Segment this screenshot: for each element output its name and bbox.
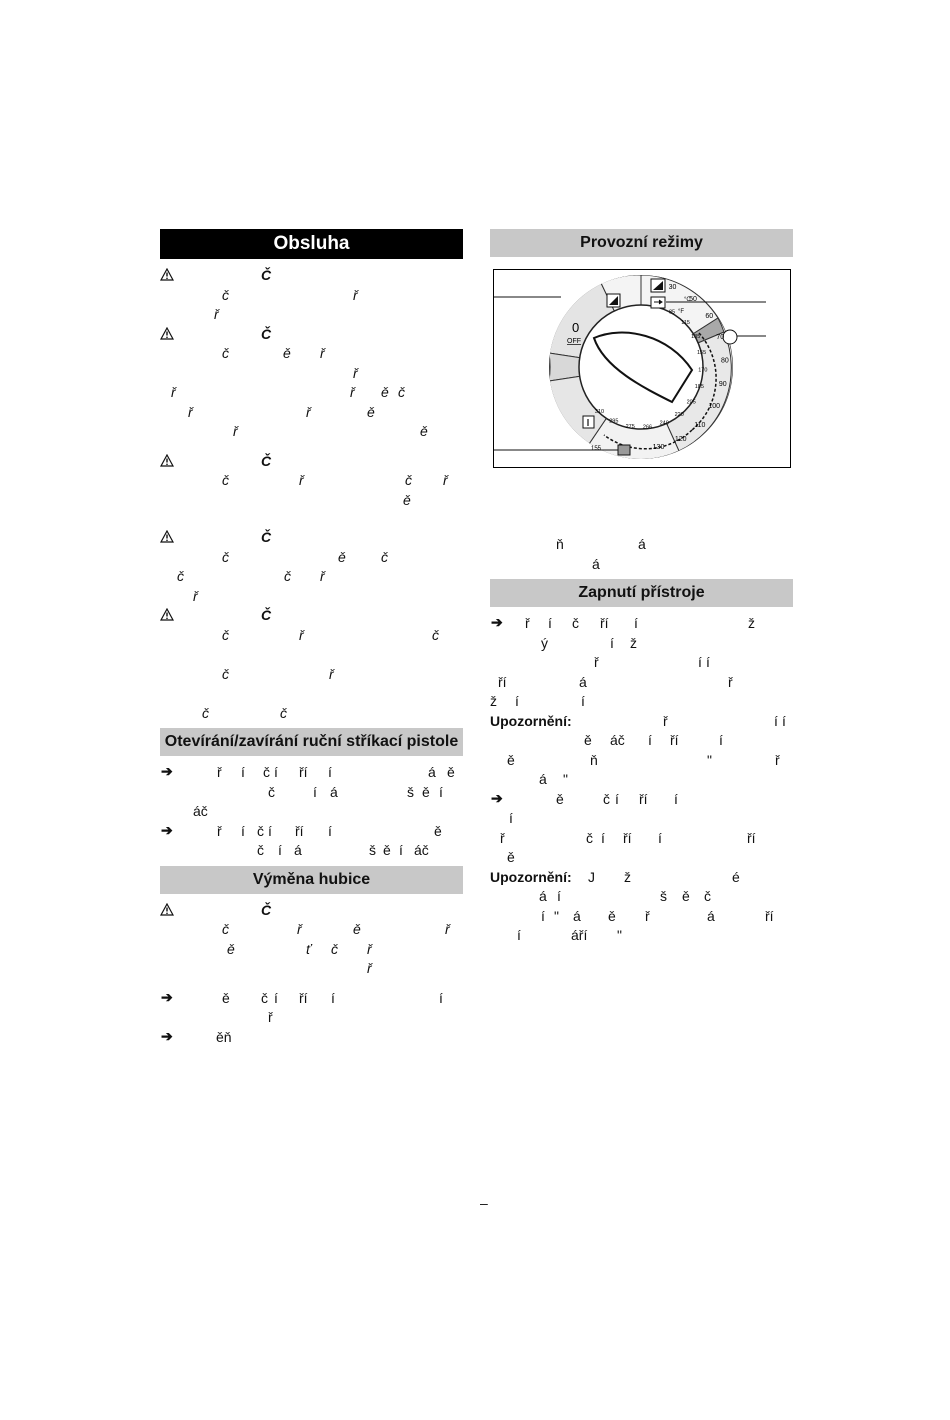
- warning-line: Č: [160, 605, 463, 625]
- control-dial-illustration: [494, 270, 790, 467]
- dial-scale-label: 70: [716, 334, 725, 342]
- warning-triangle-icon: [160, 903, 174, 916]
- step-line: ➔ ř í č ří í ž: [491, 614, 755, 631]
- dial-scale-label: 30: [668, 284, 677, 292]
- dial-scale-label: 170: [698, 367, 708, 374]
- note-line: Upozornění: ř í í: [490, 712, 786, 729]
- dial-scale-label: 266: [642, 424, 653, 431]
- dial-scale-label: 80: [721, 357, 729, 365]
- section-title-modes: Provozní režimy: [490, 229, 793, 257]
- dial-scale-label: 110: [694, 422, 706, 429]
- dial-scale-label: 295: [609, 418, 619, 425]
- dial-scale-label: 310: [594, 409, 605, 416]
- note-line: Upozornění: J ž é: [490, 868, 740, 885]
- dial-unit-c: °C: [684, 297, 691, 303]
- page-dash: –: [480, 1195, 488, 1211]
- dial-scale-label: 115: [681, 319, 690, 326]
- note-label: Upozornění:: [490, 868, 572, 885]
- step-line: ➔ ě č í ří í í: [161, 988, 443, 1006]
- section-title-obsluha: Obsluha: [160, 229, 463, 259]
- dial-scale-label: 120: [674, 436, 687, 443]
- warning-triangle-icon: [160, 268, 174, 281]
- dial-off-label: OFF: [567, 338, 581, 345]
- section-title-nozzle: Výměna hubice: [160, 866, 463, 894]
- dial-scale-label: 100: [708, 403, 721, 411]
- section-title-power-on: Zapnutí přístroje: [490, 579, 793, 607]
- left-column: Obsluha Č č ř ř Č č ě ř ř ř ř ě č ř ř ě ř ě Č č ř č ř ě Č č ě č č č ř ř Č č ř č č ř č č Otevírání/zavírání ruční stříkací pistole ➔ ř í č í ří í á ě č í á š ě í áč ➔ ř í č í ří í ě č í á š ě í áč Výměna hubice Č č ř ě ř ě ť č ř ř ➔ ě č í ří í í ř ➔ ěň: [160, 229, 463, 1046]
- dial-scale-label: 185: [694, 384, 704, 391]
- step-line: ➔ ř í č í ří í ě: [161, 821, 442, 839]
- dial-scale-label: 135: [691, 333, 701, 340]
- note-label: Upozornění:: [490, 712, 572, 729]
- dial-zero-label: 0: [572, 320, 580, 335]
- dial-scale-label: 155: [697, 350, 707, 357]
- dial-scale-label: 240: [659, 420, 669, 427]
- step-line: ➔ ěň: [161, 1027, 232, 1045]
- arrow-right-icon: ➔: [491, 789, 503, 806]
- arrow-right-icon: ➔: [161, 1027, 173, 1044]
- arrow-right-icon: ➔: [161, 988, 173, 1005]
- warning-triangle-icon: [160, 327, 174, 340]
- warning-line: Č: [160, 527, 463, 547]
- dial-scale-label: 220: [674, 411, 684, 418]
- arrow-right-icon: ➔: [491, 614, 503, 630]
- dial-unit-f: °F: [678, 309, 685, 315]
- dial-scale-label: 205: [686, 399, 696, 406]
- warning-triangle-icon: [160, 608, 174, 621]
- step-line: ➔ ě č í ří í: [491, 789, 678, 807]
- dial-scale-label: 130: [652, 444, 665, 452]
- dial-scale-label: 90: [718, 381, 727, 389]
- right-column: Provozní režimy 0 OFF °C °F 155 30 50 60 70 80 90 100 110 120 130 85 115 135 155 170 185 205 220 240 266 275 295 310 ň á á Zapnutí přístroje ➔ ř í č ří í ž ý í ž ř í í ří á ř ž í í Upozornění: ř í í ě áč í ří í ě ň " ř á " ➔ ě č í ří í í ř č í ří í ří ě Upozornění: J ž é á í š ě č í " á ě ř á ří í áří ": [490, 229, 793, 945]
- dial-scale-label: 60: [705, 313, 714, 321]
- dial-scale-label: 275: [625, 424, 635, 431]
- warning-triangle-icon: [160, 530, 174, 543]
- dial-scale-label: 50: [689, 296, 697, 303]
- warning-line: Č: [160, 451, 463, 471]
- warning-line: Č: [160, 265, 463, 285]
- warning-line: Č: [160, 900, 463, 920]
- arrow-right-icon: ➔: [161, 763, 173, 779]
- warning-line: Č: [160, 324, 463, 344]
- dial-scale-label: 85: [668, 309, 676, 316]
- section-title-pistol: Otevírání/zavírání ruční stříkací pistole: [160, 728, 463, 756]
- warning-triangle-icon: [160, 454, 174, 467]
- control-dial-figure: [493, 269, 791, 468]
- step-line: ➔ ř í č í ří í á ě: [161, 763, 455, 780]
- dial-155-label: 155: [591, 446, 602, 452]
- arrow-right-icon: ➔: [161, 821, 173, 838]
